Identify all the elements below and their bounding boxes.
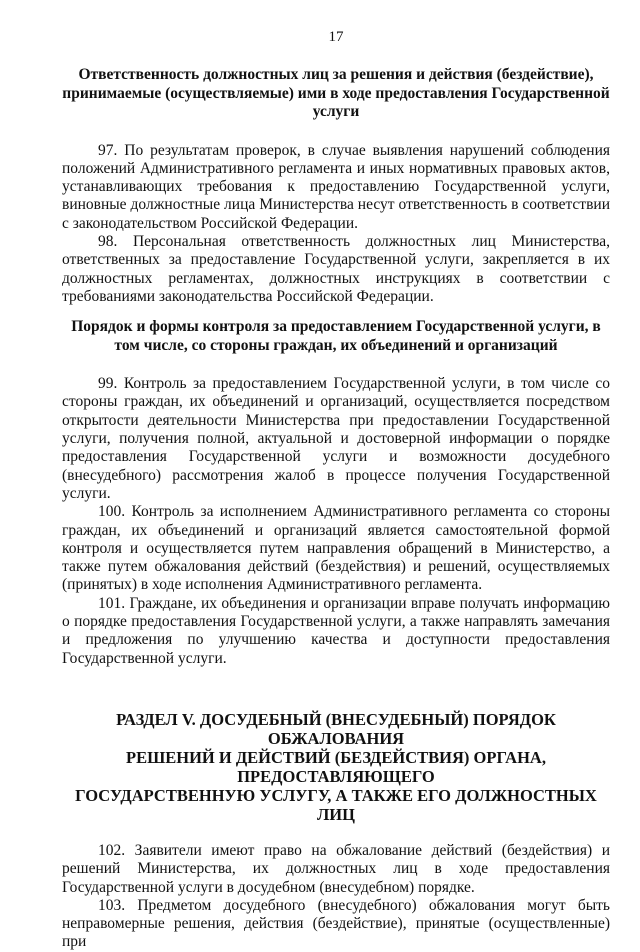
heading-control-procedure: Порядок и формы контроля за предоставлением Государственной услуги, в том числе, со стороны граждан, их объединений и организаций [71,318,601,354]
section-title-line: РЕШЕНИЙ И ДЕЙСТВИЙ (БЕЗДЕЙСТВИЯ) ОРГАНА, [126,747,546,767]
page-number: 17 [328,29,344,45]
document-page [62,28,610,952]
heading-responsibility: Ответственность должностных лиц за решения и действия (бездействие), принимаемые (осуществляемые) ими в ходе предоставления Государственной услуги [62,66,610,120]
section-title-line: ГОСУДАРСТВЕННУЮ УСЛУГУ, А ТАКЖЕ ЕГО ДОЛЖНОСТНЫХ ЛИЦ [75,785,597,824]
paragraph-102: 102. Заявители имеют право на обжалование действий (бездействия) и решений Министерства, их должностных лиц в ходе предоставления Государственной услуги в досудебном (внесудебном) порядке. [62,841,610,896]
paragraph-98: 98. Персональная ответственность должностных лиц Министерства, ответственных за предоставление Государственной услуги, закрепляется в их должностных регламентах, должностных инструкциях в соответствии с требованиями законодательства Российской Федерации. [62,232,610,305]
paragraph-103: 103. Предметом досудебного (внесудебного) обжалования могут быть неправомерные решения, действия (бездействие), принятые (осуществленные) при [62,896,610,951]
paragraph-101: 101. Граждане, их объединения и организации вправе получать информацию о порядке предоставления Государственной услуги, а также направлять замечания и предложения по улучшению качества и доступности предоставления Государственной услуги. [62,594,610,667]
section-title-line: ПРЕДОСТАВЛЯЮЩЕГО [237,766,435,786]
section-title [62,710,610,824]
paragraph-100: 100. Контроль за исполнением Административного регламента со стороны граждан, их объединений и организаций является самостоятельной формой контроля и осуществляется путем направления обращений в Министерство, а также путем обжалования действий (бездействия) и решений, осуществляемых (принятых) в ходе исполнения Административного регламента. [62,503,610,594]
paragraph-99: 99. Контроль за предоставлением Государственной услуги, в том числе со стороны граждан, их объединений и организаций, осуществляется посредством открытости деятельности Министерства при предоставлении Государственной услуги, получения полной, актуальной и достоверной информации о порядке предоставления Государственной услуги и возможности досудебного (внесудебного) рассмотрения жалоб в процессе получения Государственной услуги. [62,375,610,502]
paragraph-97: 97. По результатам проверок, в случае выявления нарушений соблюдения положений Административного регламента и иных нормативных правовых актов, устанавливающих требования к предоставлению Государственной услуги, виновные должностные лица Министерства несут ответственность в соответствии с законодательством Российской Федерации. [62,141,610,232]
section-title-line: РАЗДЕЛ V. ДОСУДЕБНЫЙ (ВНЕСУДЕБНЫЙ) ПОРЯДОК ОБЖАЛОВАНИЯ [116,709,556,748]
